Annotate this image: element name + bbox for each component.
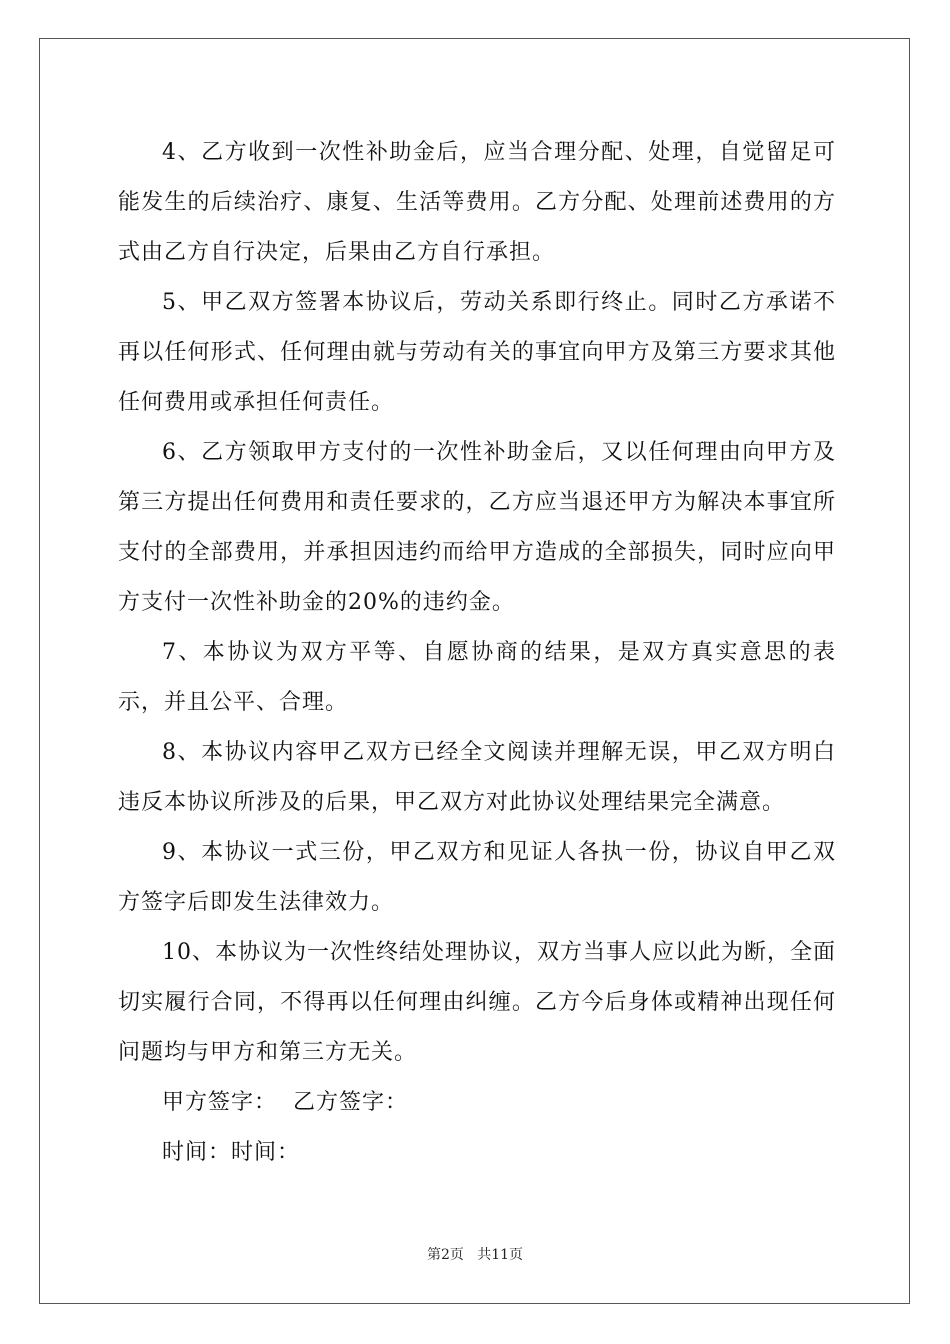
page-footer: 第2页 共11页 <box>426 1247 524 1263</box>
clause-6: 6、乙方领取甲方支付的一次性补助金后，又以任何理由向甲方及第三方提出任何费用和责任要求的，乙方应当退还甲方为解决本事宜所支付的全部费用，并承担因违约而给甲方造成的全部损失，同时应向甲方支付一次性补助金的20%的违约金。 <box>118 440 836 615</box>
clause-9: 9、本协议一式三份，甲乙双方和见证人各执一份，协议自甲乙双方签字后即发生法律效力。 <box>118 840 836 915</box>
document-body <box>118 128 836 1178</box>
clause-4: 4、乙方收到一次性补助金后，应当合理分配、处理，自觉留足可能发生的后续治疗、康复、生活等费用。乙方分配、处理前述费用的方式由乙方自行决定，后果由乙方自行承担。 <box>118 140 836 265</box>
clause-8: 8、本协议内容甲乙双方已经全文阅读并理解无误，甲乙双方明白违反本协议所涉及的后果，甲乙双方对此协议处理结果完全满意。 <box>118 740 836 815</box>
clause-5: 5、甲乙双方签署本协议后，劳动关系即行终止。同时乙方承诺不再以任何形式、任何理由就与劳动有关的事宜向甲方及第三方要求其他任何费用或承担任何责任。 <box>118 290 836 415</box>
clause-10: 10、本协议为一次性终结处理协议，双方当事人应以此为断，全面切实履行合同，不得再以任何理由纠缠。乙方今后身体或精神出现任何问题均与甲方和第三方无关。 <box>118 940 836 1065</box>
signature-line: 甲方签字： 乙方签字： <box>162 1090 408 1115</box>
clause-7: 7、本协议为双方平等、自愿协商的结果，是双方真实意思的表示，并且公平、合理。 <box>118 640 836 715</box>
time-line: 时间：时间： <box>162 1140 301 1165</box>
